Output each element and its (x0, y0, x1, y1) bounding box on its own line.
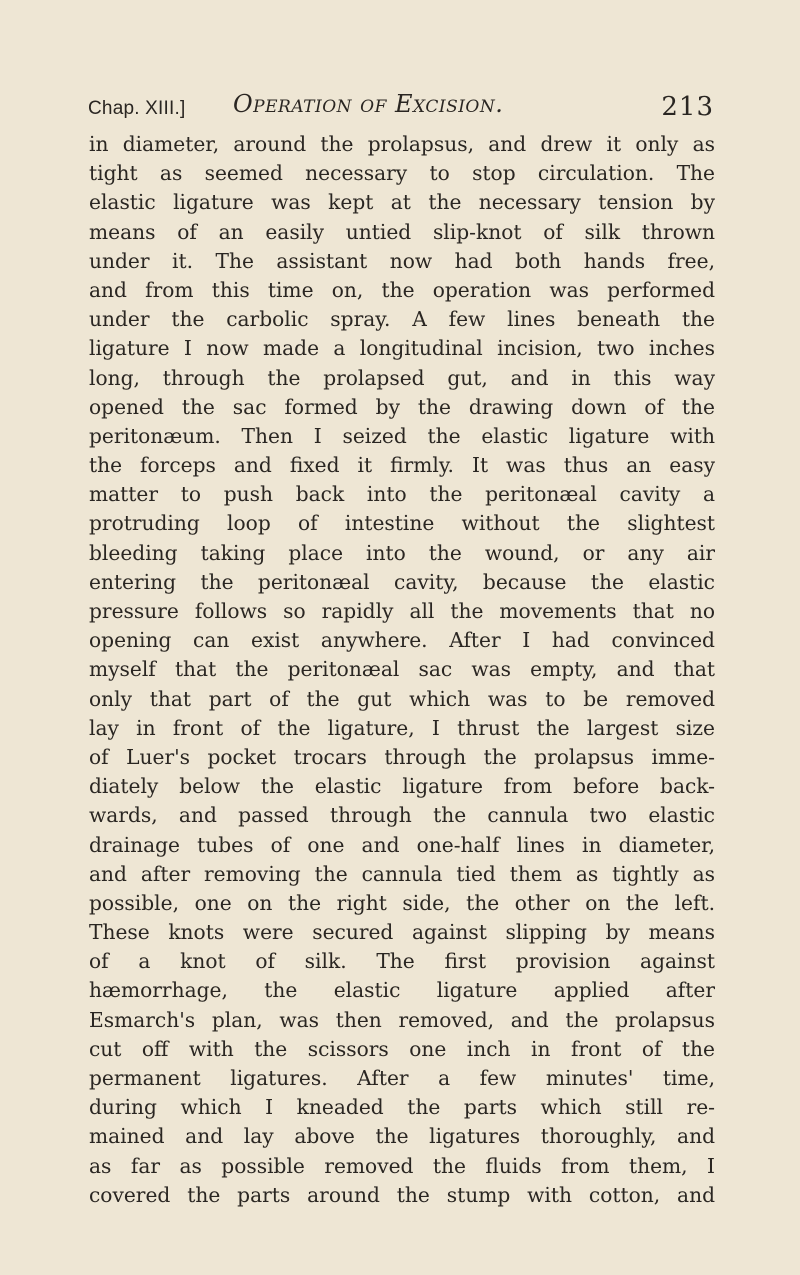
text-line: These knots were secured against slipping by means (89, 920, 715, 945)
text-line: mained and lay above the ligatures thoroughly, and (89, 1124, 715, 1149)
text-line: covered the parts around the stump with cotton, and (89, 1182, 715, 1207)
text-line: ligature I now made a longitudinal incision, two inches (89, 336, 715, 361)
text-line: elastic ligature was kept at the necessary tension by (89, 190, 715, 215)
text-line: bleeding taking place into the wound, or any air (89, 540, 715, 565)
text-line: hæmorrhage, the elastic ligature applied after (89, 978, 715, 1003)
text-line: opening can exist anywhere. After I had convinced (89, 628, 715, 653)
text-line: Esmarch's plan, was then removed, and the prolapsus (89, 1007, 715, 1032)
text-line: means of an easily untied slip-knot of silk thrown (89, 219, 715, 244)
text-line: drainage tubes of one and one-half lines in diameter, (89, 832, 715, 857)
body-text (89, 130, 715, 1210)
text-line: of Luer's pocket trocars through the prolapsus imme- (89, 744, 715, 769)
text-line: of a knot of silk. The first provision against (89, 949, 715, 974)
text-line: and after removing the cannula tied them as tightly as (89, 861, 715, 886)
text-line: only that part of the gut which was to be removed (89, 686, 715, 711)
text-line: long, through the prolapsed gut, and in this way (89, 365, 715, 390)
text-line: and from this time on, the operation was performed (89, 277, 715, 302)
text-line: permanent ligatures. After a few minutes' time, (89, 1066, 715, 1090)
text-line: cut off with the scissors one inch in front of the (89, 1036, 715, 1061)
text-line: diately below the elastic ligature from before back- (89, 774, 715, 799)
page-title: Operation of Excision. (233, 90, 504, 118)
text-line: opened the sac formed by the drawing down of the (89, 394, 715, 419)
text-line: entering the peritonæal cavity, because the elastic (89, 569, 715, 594)
text-line: peritonæum. Then I seized the elastic ligature with (89, 423, 715, 448)
text-line: protruding loop of intestine without the slightest (89, 511, 715, 536)
text-line: under the carbolic spray. A few lines beneath the (89, 307, 715, 332)
text-line: tight as seemed necessary to stop circulation. The (89, 161, 715, 186)
text-line: as far as possible removed the fluids from them, I (89, 1153, 715, 1178)
text-line: the forceps and fixed it firmly. It was thus an easy (89, 453, 715, 478)
text-line: under it. The assistant now had both hands free, (89, 248, 715, 273)
chapter-label: Chap. XIII.] (88, 98, 186, 119)
text-line: in diameter, around the prolapsus, and drew it only as (89, 132, 715, 156)
text-line: lay in front of the ligature, I thrust the largest size (89, 715, 715, 740)
running-head (88, 90, 714, 130)
text-line: pressure follows so rapidly all the movements that no (89, 599, 715, 623)
text-line: during which I kneaded the parts which still re- (89, 1095, 715, 1120)
page-number: 213 (661, 92, 714, 122)
text-line: possible, one on the right side, the other on the left. (89, 890, 715, 915)
text-line: matter to push back into the peritonæal cavity a (89, 482, 715, 507)
text-line: wards, and passed through the cannula two elastic (89, 803, 715, 828)
text-line: myself that the peritonæal sac was empty, and that (89, 657, 715, 682)
